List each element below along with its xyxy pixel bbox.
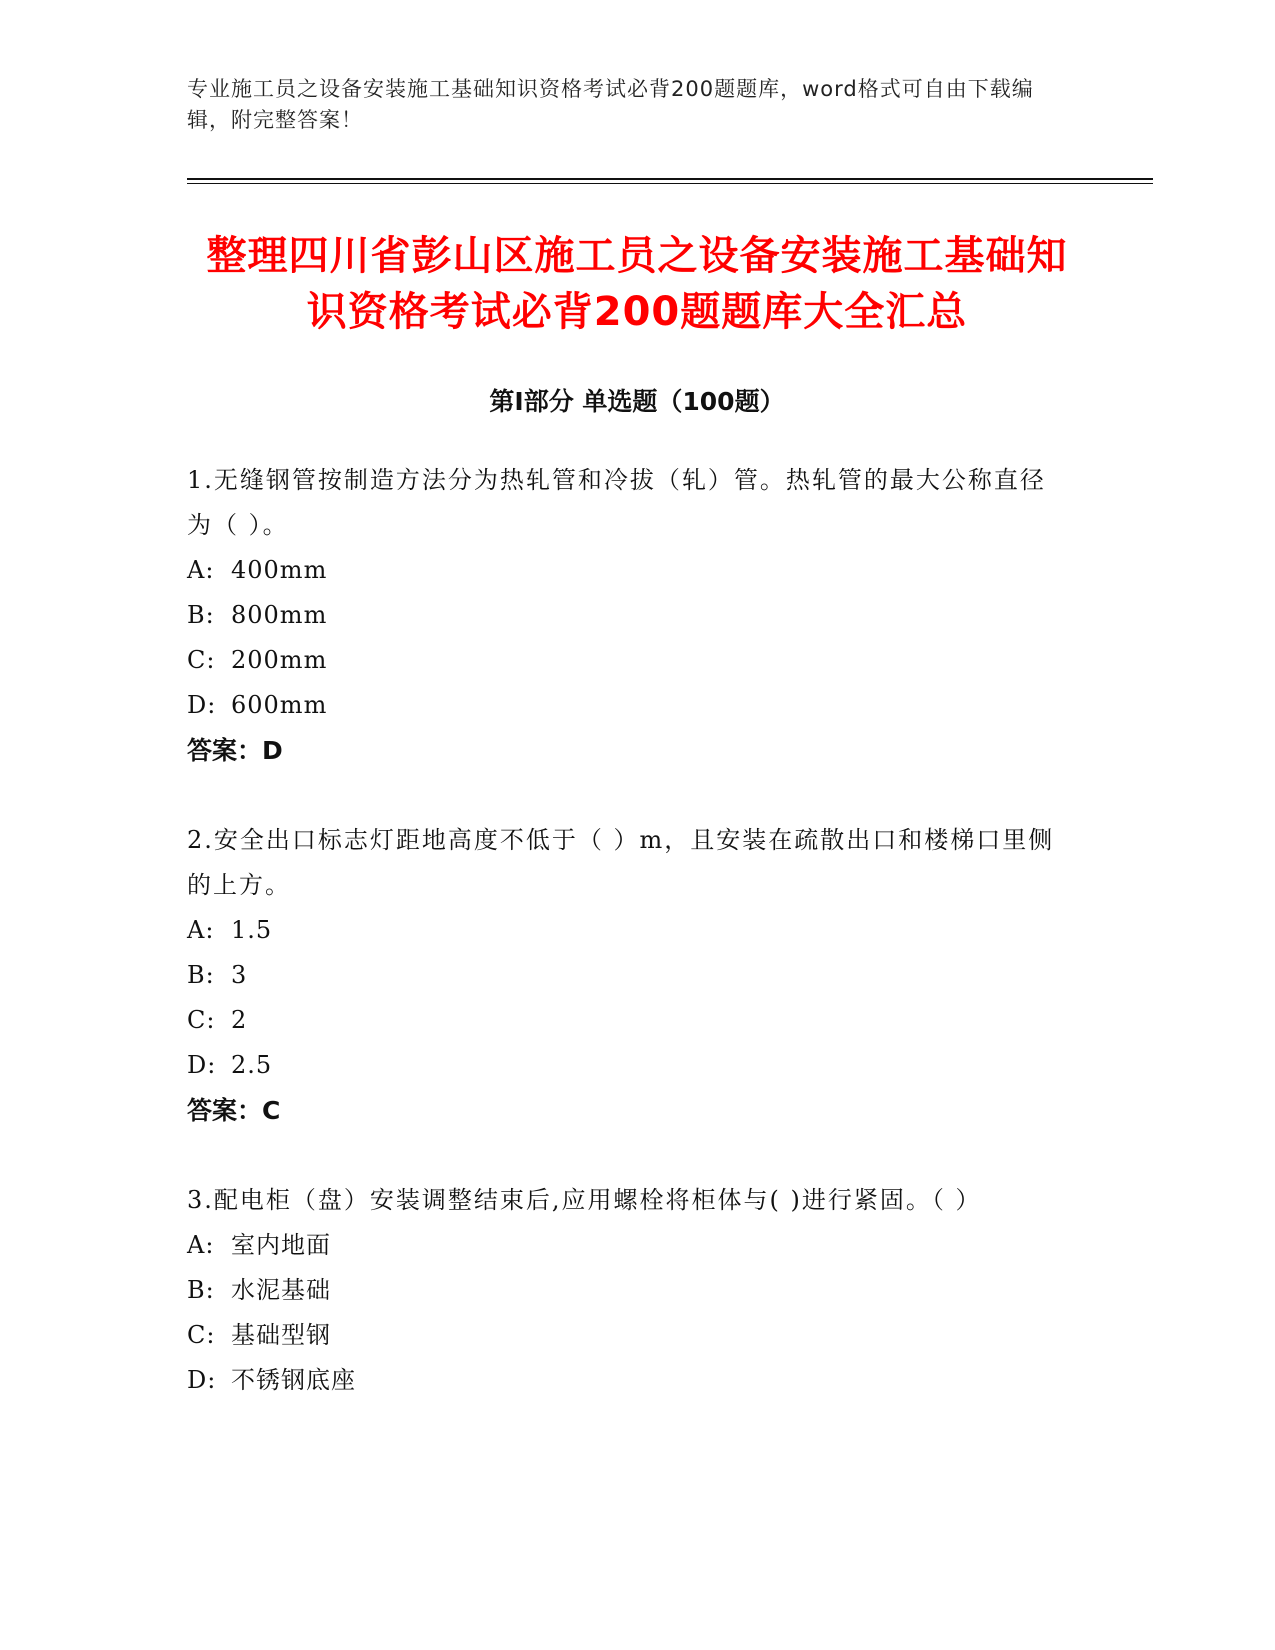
option-text: 200mm	[231, 646, 328, 674]
header-rule-thin	[187, 183, 1153, 184]
option-text: 3	[231, 961, 248, 989]
header-note: 专业施工员之设备安装施工基础知识资格考试必背200题题库，word格式可自由下载编辑，附完整答案！	[187, 77, 1034, 132]
option-letter: B:	[187, 601, 215, 629]
option-text: 1.5	[231, 916, 273, 944]
question-1	[187, 458, 1067, 773]
option-text: 600mm	[231, 691, 328, 719]
option-c	[187, 998, 1067, 1043]
option-letter: D:	[187, 1051, 217, 1079]
answer-line	[187, 728, 1067, 773]
question-stem: 2.安全出口标志灯距地高度不低于（ ）m，且安装在疏散出口和楼梯口里侧的上方。	[187, 826, 1055, 899]
option-text: 基础型钢	[231, 1321, 331, 1349]
option-a	[187, 908, 1067, 953]
option-text: 室内地面	[231, 1231, 331, 1259]
answer-line	[187, 1088, 1067, 1133]
section-title: 第Ⅰ部分 单选题（100题）	[489, 387, 785, 416]
question-3	[187, 1178, 1067, 1403]
answer-label: 答案：	[187, 1096, 263, 1125]
option-d	[187, 1043, 1067, 1088]
option-letter: D:	[187, 1366, 217, 1394]
option-letter: A:	[187, 916, 215, 944]
option-b	[187, 953, 1067, 998]
option-text: 400mm	[231, 556, 328, 584]
document-title: 整理四川省彭山区施工员之设备安装施工基础知识资格考试必背200题题库大全汇总	[206, 233, 1068, 335]
option-text: 2.5	[231, 1051, 273, 1079]
option-letter: B:	[187, 961, 215, 989]
option-letter: A:	[187, 1231, 215, 1259]
option-a	[187, 548, 1067, 593]
question-stem: 1.无缝钢管按制造方法分为热轧管和冷拔（轧）管。热轧管的最大公称直径为（ ）。	[187, 466, 1046, 539]
answer-value: D	[262, 736, 283, 765]
option-letter: C:	[187, 1321, 216, 1349]
answer-label: 答案：	[187, 736, 263, 765]
option-c	[187, 638, 1067, 683]
option-text: 不锈钢底座	[231, 1366, 356, 1394]
question-stem: 3.配电柜（盘）安装调整结束后,应用螺栓将柜体与( )进行紧固。（ ）	[187, 1186, 982, 1214]
answer-value: C	[262, 1096, 281, 1125]
option-letter: C:	[187, 1006, 216, 1034]
header-rule-thick	[187, 178, 1153, 180]
option-b	[187, 593, 1067, 638]
option-text: 2	[231, 1006, 248, 1034]
option-d	[187, 1358, 1067, 1403]
option-text: 水泥基础	[231, 1276, 331, 1304]
option-c	[187, 1313, 1067, 1358]
option-text: 800mm	[231, 601, 328, 629]
option-letter: B:	[187, 1276, 215, 1304]
option-b	[187, 1268, 1067, 1313]
option-d	[187, 683, 1067, 728]
option-a	[187, 1223, 1067, 1268]
option-letter: D:	[187, 691, 217, 719]
option-letter: A:	[187, 556, 215, 584]
option-letter: C:	[187, 646, 216, 674]
question-2	[187, 818, 1067, 1133]
